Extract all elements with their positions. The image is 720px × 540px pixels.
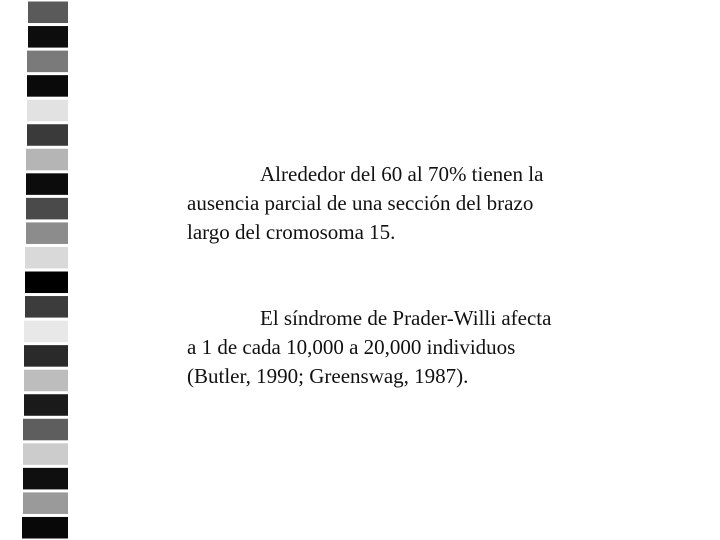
stripe-segment — [28, 2, 68, 24]
decorative-stripe-bar — [0, 0, 70, 540]
stripe-segment — [24, 394, 68, 416]
slide-body — [187, 160, 627, 391]
stripe-segment — [25, 296, 68, 318]
stripe-pattern — [0, 0, 70, 540]
stripe-segment — [26, 173, 68, 195]
stripe-segment — [26, 149, 68, 171]
stripe-segment — [23, 492, 68, 514]
stripe-segment — [24, 370, 68, 392]
stripe-segment — [23, 468, 68, 490]
stripe-segment — [27, 75, 68, 97]
stripe-segment — [26, 198, 68, 220]
stripe-segment — [25, 247, 68, 269]
stripe-segment — [26, 222, 68, 244]
stripe-segment — [22, 517, 68, 539]
stripe-segment — [27, 124, 68, 146]
stripe-segment — [27, 51, 68, 73]
stripe-segment — [23, 443, 68, 465]
stripe-segment — [24, 321, 68, 343]
paragraph-incidence: El síndrome de Prader-Willi afecta a 1 de cada 10,000 a 20,000 individuos (Butler, 1990; Greenswag, 1987). — [187, 306, 552, 388]
stripe-segment — [28, 26, 68, 48]
stripe-segment — [24, 345, 68, 367]
stripe-segment — [23, 419, 68, 441]
stripe-segment — [27, 100, 68, 122]
paragraph-chromosome: Alrededor del 60 al 70% tienen la ausencia parcial de una sección del brazo largo del cromosoma 15. — [187, 162, 544, 244]
stripe-segment — [25, 272, 68, 294]
